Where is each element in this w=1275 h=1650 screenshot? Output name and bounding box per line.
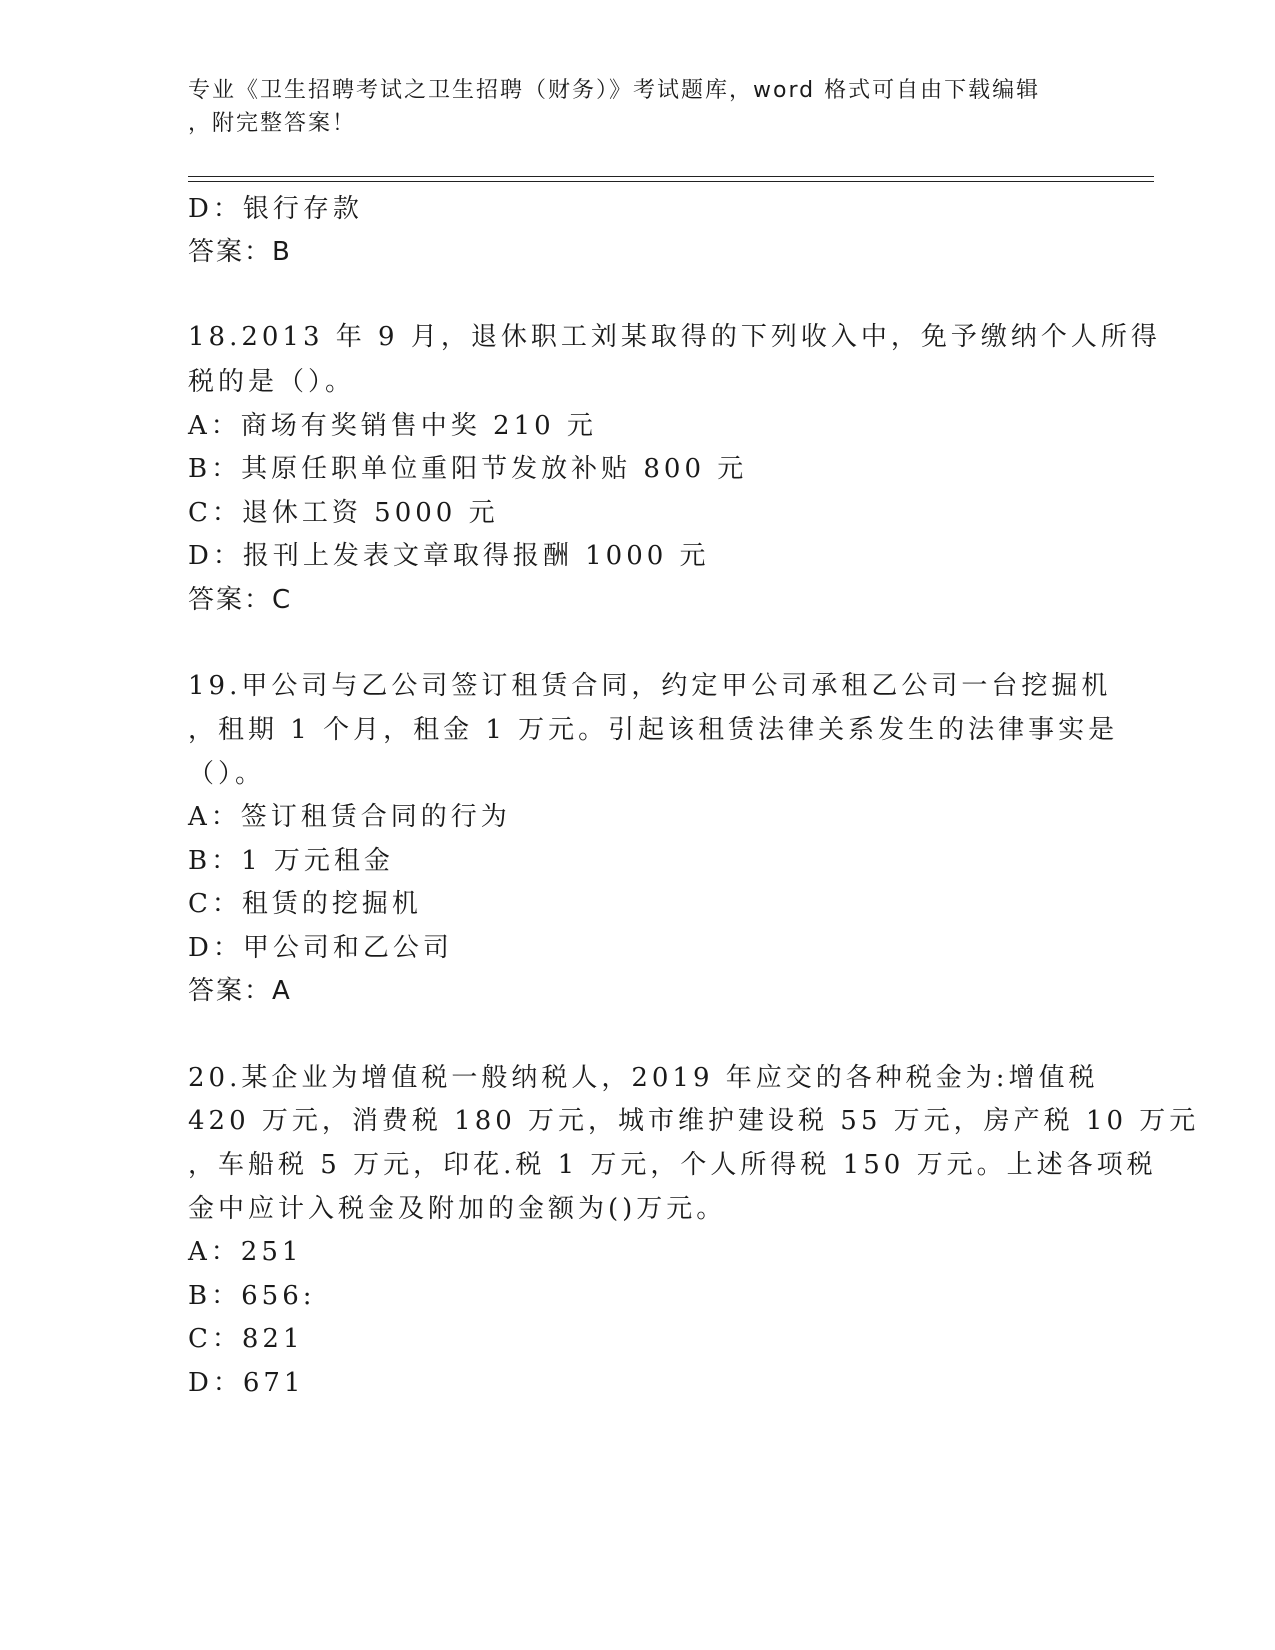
header-divider-top <box>188 176 1154 177</box>
prev-option-d: D：银行存款 <box>188 194 363 224</box>
q19-stem-line-3: （）。 <box>188 759 266 789</box>
q19-option-b: B：1 万元租金 <box>188 846 394 876</box>
q20-option-a: A：251 <box>188 1237 303 1267</box>
q18-answer: 答案：C <box>188 585 293 615</box>
q20-option-b: B：656: <box>188 1281 316 1311</box>
q18-option-a: A：商场有奖销售中奖 210 元 <box>188 411 597 441</box>
q20-stem-line-2: 420 万元，消费税 180 万元，城市维护建设税 55 万元，房产税 10 万元 <box>188 1106 1200 1136</box>
q20-stem-line-1: 20.某企业为增值税一般纳税人，2019 年应交的各种税金为:增值税 <box>188 1063 1099 1093</box>
q20-option-c: C：821 <box>188 1324 304 1354</box>
q18-option-c: C：退休工资 5000 元 <box>188 498 499 528</box>
prev-answer: 答案：B <box>188 237 292 267</box>
q19-stem-line-2: ，租期 1 个月，租金 1 万元。引起该租赁法律关系发生的法律事实是 <box>188 715 1119 745</box>
header-title-line: 专业《卫生招聘考试之卫生招聘（财务）》考试题库，word 格式可自由下载编辑 <box>188 78 1041 103</box>
q20-stem-line-4: 金中应计入税金及附加的金额为()万元。 <box>188 1194 727 1224</box>
q18-option-b: B：其原任职单位重阳节发放补贴 800 元 <box>188 454 748 484</box>
q20-stem-line-3: ，车船税 5 万元，印花.税 1 万元，个人所得税 150 万元。上述各项税 <box>188 1150 1157 1180</box>
q19-option-a: A：签订租赁合同的行为 <box>188 802 511 832</box>
q20-option-d: D：671 <box>188 1368 305 1398</box>
q18-stem-line-2: 税的是（）。 <box>188 367 356 397</box>
page-header <box>188 74 1068 140</box>
q19-stem-line-1: 19.甲公司与乙公司签订租赁合同，约定甲公司承租乙公司一台挖掘机 <box>188 671 1112 701</box>
q19-answer: 答案：A <box>188 976 292 1006</box>
q18-stem-line-1: 18.2013 年 9 月，退休职工刘某取得的下列收入中，免予缴纳个人所得 <box>188 322 1161 352</box>
q19-option-d: D：甲公司和乙公司 <box>188 933 453 963</box>
q19-option-c: C：租赁的挖掘机 <box>188 889 422 919</box>
header-divider-bottom <box>188 181 1154 182</box>
q18-option-d: D：报刊上发表文章取得报酬 1000 元 <box>188 541 710 571</box>
header-subtitle-line: ，附完整答案！ <box>188 111 357 136</box>
